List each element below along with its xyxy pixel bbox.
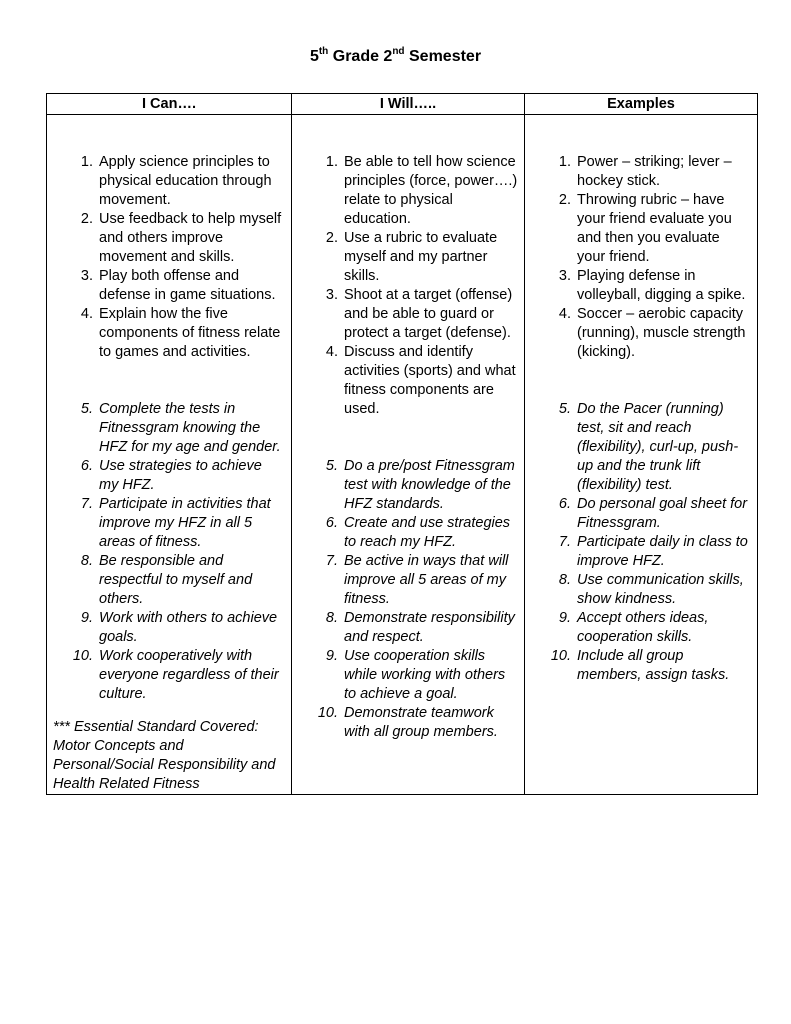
list-item: 10. Include all group members, assign tasks. bbox=[550, 648, 730, 683]
list-item: 8. Use communication skills, show kindness. bbox=[558, 572, 744, 607]
list-item: 9. Accept others ideas, cooperation skills. bbox=[558, 610, 709, 645]
list-item: 3. Play both offense and defense in game situations. bbox=[80, 268, 276, 303]
i-will-list-regular bbox=[298, 153, 518, 419]
list-item: 7. Participate daily in class to improve HFZ. bbox=[558, 534, 748, 569]
column-i-can bbox=[47, 115, 292, 795]
table-header-row bbox=[47, 94, 758, 115]
list-item: 4. Discuss and identify activities (sports) and what fitness components are used. bbox=[325, 344, 516, 417]
table-body-row bbox=[47, 115, 758, 795]
header-examples: Examples bbox=[525, 94, 758, 115]
list-item: 1. Apply science principles to physical education through movement. bbox=[80, 154, 272, 208]
standards-table bbox=[46, 93, 758, 795]
examples-list-italic bbox=[531, 400, 751, 685]
list-item: 7. Participate in activities that improve my HFZ in all 5 areas of fitness. bbox=[80, 496, 271, 550]
list-item: 1. Be able to tell how science principles (force, power….) relate to physical education. bbox=[325, 154, 518, 227]
list-item: 10. Demonstrate teamwork with all group members. bbox=[317, 705, 498, 740]
list-item: 9. Work with others to achieve goals. bbox=[80, 610, 278, 645]
list-item: 10. Work cooperatively with everyone regardless of their culture. bbox=[72, 648, 279, 702]
list-item: 2. Use feedback to help myself and others improve movement and skills. bbox=[80, 211, 282, 265]
essential-standard-note: *** Essential Standard Covered: Motor Concepts and Personal/Social Responsibility and Health Related Fitness bbox=[53, 719, 276, 792]
list-item: 5. Do a pre/post Fitnessgram test with knowledge of the HFZ standards. bbox=[325, 458, 515, 512]
list-item: 3. Shoot at a target (offense) and be able to guard or protect a target (defense). bbox=[325, 287, 513, 341]
i-will-list-italic bbox=[298, 457, 518, 742]
list-item: 5. Complete the tests in Fitnessgram knowing the HFZ for my age and gender. bbox=[80, 401, 281, 455]
column-i-will bbox=[292, 115, 525, 795]
list-item: 3. Playing defense in volleyball, digging a spike. bbox=[558, 268, 746, 303]
column-examples bbox=[525, 115, 758, 795]
list-item: 6. Create and use strategies to reach my HFZ. bbox=[325, 515, 511, 550]
list-item: 4. Soccer – aerobic capacity (running), muscle strength (kicking). bbox=[558, 306, 746, 360]
list-item: 5. Do the Pacer (running) test, sit and reach (flexibility), curl-up, push-up and the trunk lift (flexibility) test. bbox=[558, 401, 739, 493]
i-can-list-italic bbox=[53, 400, 285, 704]
header-i-will: I Will….. bbox=[292, 94, 525, 115]
list-item: 2. Use a rubric to evaluate myself and my partner skills. bbox=[325, 230, 498, 284]
examples-list-regular bbox=[531, 153, 751, 362]
header-i-can: I Can…. bbox=[47, 94, 292, 115]
list-item: 2. Throwing rubric – have your friend evaluate you and then you evaluate your friend. bbox=[558, 192, 732, 265]
list-item: 8. Be responsible and respectful to myself and others. bbox=[80, 553, 253, 607]
list-item: 7. Be active in ways that will improve all 5 areas of my fitness. bbox=[325, 553, 509, 607]
list-item: 8. Demonstrate responsibility and respect. bbox=[325, 610, 515, 645]
list-item: 6. Use strategies to achieve my HFZ. bbox=[80, 458, 262, 493]
i-can-list-regular bbox=[53, 153, 285, 362]
list-item: 1. Power – striking; lever – hockey stick. bbox=[558, 154, 732, 189]
page-title: 5th Grade 2nd Semester bbox=[309, 45, 482, 65]
list-item: 4. Explain how the five components of fitness relate to games and activities. bbox=[80, 306, 281, 360]
list-item: 6. Do personal goal sheet for Fitnessgram. bbox=[558, 496, 748, 531]
list-item: 9. Use cooperation skills while working with others to achieve a goal. bbox=[325, 648, 506, 702]
